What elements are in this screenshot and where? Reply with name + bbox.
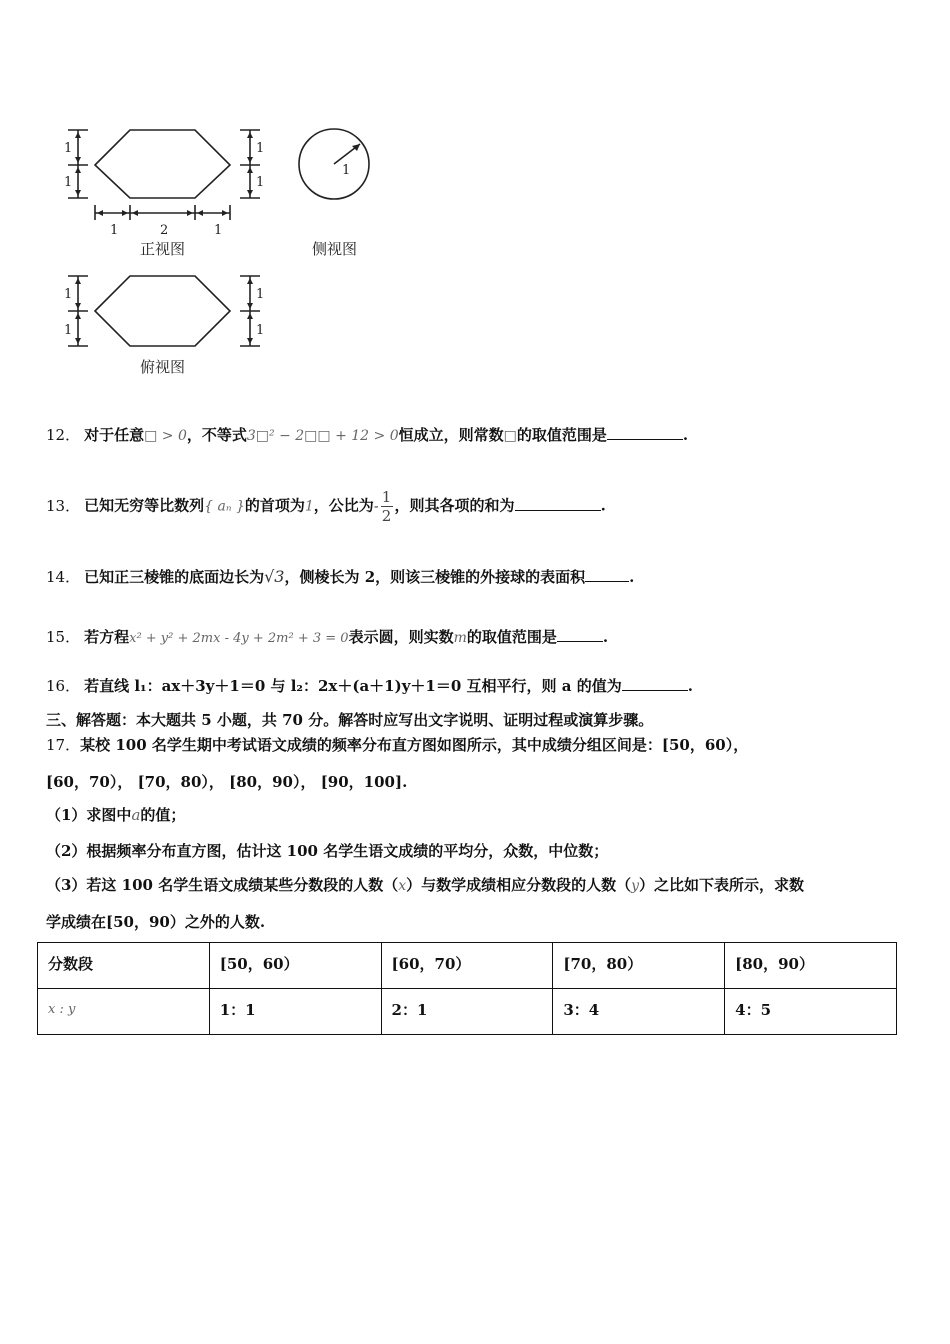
- answer-blank-14[interactable]: [585, 567, 629, 582]
- svg-text:1: 1: [110, 223, 119, 238]
- question-16: 16． 若直线 l₁：ax＋3y＋1＝0 与 l₂：2x＋(a＋1)y＋1＝0 互相平行，则 a 的值为 .: [46, 677, 693, 695]
- question-17-part1: （1）求图中a的值；: [46, 806, 186, 824]
- question-17-part3: （3）若这 100 名学生语文成绩某些分数段的人数（x）与数学成绩相应分数段的人数（y）之比如下表所示，求数: [46, 876, 805, 894]
- section-heading: 三、解答题：本大题共 5 小题，共 70 分。解答时应写出文字说明、证明过程或演算步骤。: [46, 711, 654, 729]
- svg-text:1: 1: [256, 175, 265, 190]
- table-cell: [70，80）: [553, 943, 725, 989]
- answer-blank-13[interactable]: [515, 496, 601, 511]
- svg-text:1: 1: [256, 287, 265, 302]
- side-view-label: 侧视图: [312, 240, 358, 258]
- question-17-part3-line2: 学成绩在[50，90）之外的人数.: [46, 913, 266, 931]
- question-14: 14． 已知正三棱锥的底面边长为√3，侧棱长为 2，则该三棱锥的外接球的表面积 .: [46, 567, 635, 586]
- svg-text:1: 1: [256, 323, 265, 338]
- svg-text:1: 1: [342, 163, 351, 178]
- svg-text:1: 1: [64, 141, 73, 156]
- table-cell: [50，60）: [209, 943, 381, 989]
- svg-text:1: 1: [64, 287, 73, 302]
- svg-text:2: 2: [160, 223, 169, 238]
- svg-text:1: 1: [64, 323, 73, 338]
- answer-blank-16[interactable]: [622, 676, 688, 691]
- table-cell: x : y: [38, 989, 210, 1035]
- table-row: [38, 989, 897, 1035]
- table-cell: [60，70）: [381, 943, 553, 989]
- three-view-diagram: [40, 110, 400, 390]
- table-cell: 3：4: [553, 989, 725, 1035]
- question-15: 15． 若方程x² + y² + 2mx - 4y + 2m² + 3 = 0表示圆，则实数m的取值范围是 .: [46, 628, 609, 646]
- question-17-line2: [60，70）， [70，80）， [80，90）， [90，100].: [46, 773, 408, 791]
- table-cell: 1：1: [209, 989, 381, 1035]
- front-view-shape: [95, 130, 230, 198]
- question-12: 12． 对于任意□ > 0，不等式3□² − 2□□ + 12 > 0恒成立，则常数□的取值范围是 .: [46, 426, 689, 444]
- question-17-line1: 17．某校 100 名学生期中考试语文成绩的频率分布直方图如图所示，其中成绩分组区间是：[50，60），: [46, 736, 749, 754]
- table-cell: [80，90）: [725, 943, 897, 989]
- table-cell: 分数段: [38, 943, 210, 989]
- svg-text:1: 1: [64, 175, 73, 190]
- front-view-label: 正视图: [140, 240, 186, 258]
- answer-blank-15[interactable]: [557, 627, 603, 642]
- table-header-row: [38, 943, 897, 989]
- question-13: 13． 已知无穷等比数列{ aₙ }的首项为1，公比为- $\frac{1}{2}$ ，则其各项的和为 .: [46, 488, 606, 525]
- table-cell: 4：5: [725, 989, 897, 1035]
- table-cell: 2：1: [381, 989, 553, 1035]
- svg-text:1: 1: [256, 141, 265, 156]
- answer-blank-12[interactable]: [607, 425, 683, 440]
- three-view-figure: [40, 110, 400, 390]
- question-17-part2: （2）根据频率分布直方图，估计这 100 名学生语文成绩的平均分，众数，中位数；: [46, 842, 609, 860]
- top-view-shape: [95, 276, 230, 346]
- ratio-table: [37, 942, 897, 1035]
- svg-text:1: 1: [214, 223, 223, 238]
- ratio-fraction: $\frac{1}{2}$: [381, 488, 392, 525]
- top-view-label: 俯视图: [140, 358, 186, 376]
